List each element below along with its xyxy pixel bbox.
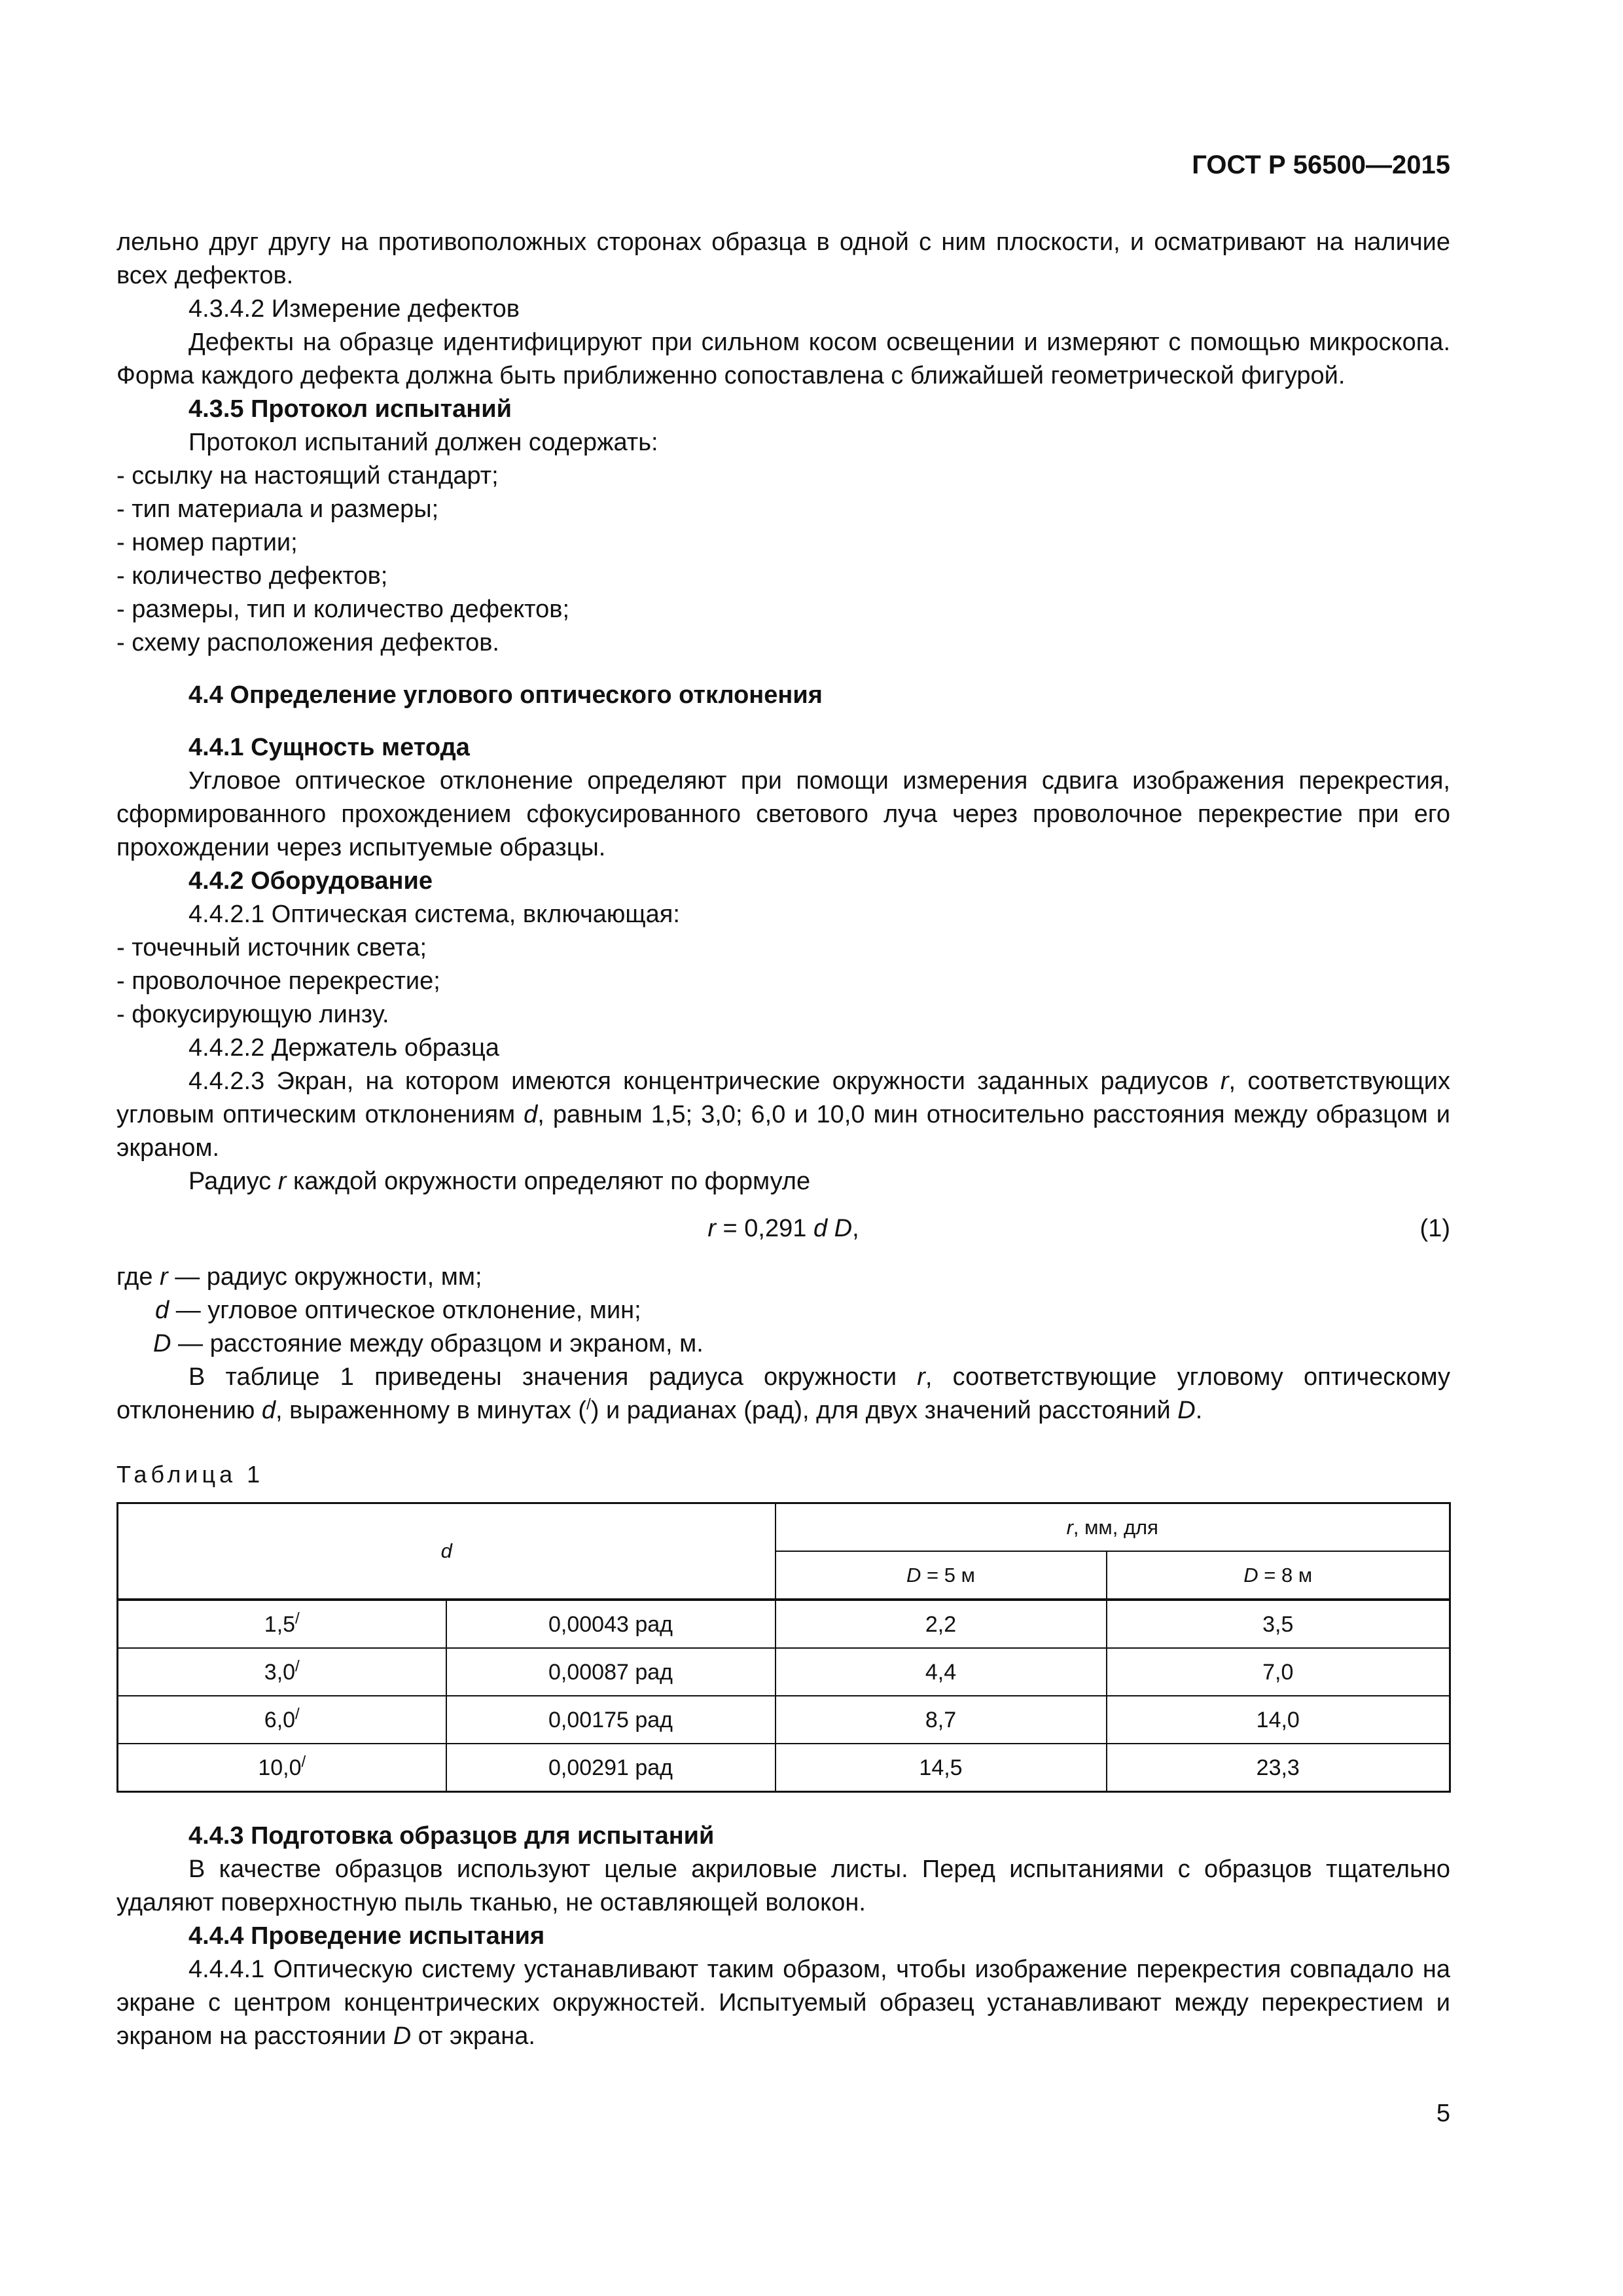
cell-r-5m: 2,2 <box>776 1600 1107 1648</box>
table-header-row <box>118 1503 1450 1552</box>
section-4-4-1-text: Угловое оптическое отклонение определяют при помощи измерения сдвига изображения перекрестия, сформированного прохождением сфокусированного светового луча через проволочное перекрестие при его прохождении через испытуемые образцы. <box>116 767 1450 861</box>
section-4-4-3-text: В качестве образцов используют целые акриловые листы. Перед испытаниями с образцов тщательно удаляют поверхностную пыль тканью, не оставляющей волокон. <box>116 1856 1450 1916</box>
document-body <box>116 226 1450 2053</box>
subsection-4-4-2-2: 4.4.2.2 Держатель образца <box>188 1034 499 1062</box>
header-d: d <box>118 1503 776 1600</box>
subsection-4-4-2-1: 4.4.2.1 Оптическая система, включающая: <box>188 901 680 928</box>
cell-r-8m: 3,5 <box>1107 1600 1450 1648</box>
legend-row: d — угловое оптическое отклонение, мин; <box>155 1297 641 1324</box>
subsection-4-4-4-1: 4.4.4.1 Оптическую систему устанавливают таким образом, чтобы изображение перекрестия совпадало на экране с центром концентрических окружностей. Испытуемый образец устанавливают между перекрестием и экраном на расстоянии D от экрана. <box>116 1956 1450 2050</box>
header-d-5m: D = 5 м <box>776 1551 1107 1600</box>
list-item: - ссылку на настоящий стандарт; <box>116 462 499 490</box>
continued-paragraph: лельно друг другу на противоположных сторонах образца в одной с ним плоскости, и осматривают на наличие всех дефектов. <box>116 228 1450 289</box>
protocol-intro: Протокол испытаний должен содержать: <box>188 429 658 456</box>
subsection-4-3-4-2-text: Дефекты на образце идентифицируют при сильном косом освещении и измеряют с помощью микроскопа. Форма каждого дефекта должна быть приближенно сопоставлена с ближайшей геометрической фигурой. <box>116 329 1450 389</box>
table-row <box>118 1744 1450 1792</box>
section-4-4-3-title: 4.4.3 Подготовка образцов для испытаний <box>188 1822 715 1850</box>
list-item: - номер партии; <box>116 529 298 556</box>
table-intro: В таблице 1 приведены значения радиуса окружности r, соответствующие угловому оптическому отклонению d, выраженному в минутах (/) и радианах (рад), для двух значений расстояний D. <box>116 1363 1450 1424</box>
list-item: - проволочное перекрестие; <box>116 967 440 995</box>
cell-r-8m: 23,3 <box>1107 1744 1450 1792</box>
section-4-3-5-title: 4.3.5 Протокол испытаний <box>188 395 512 423</box>
section-4-4-title: 4.4 Определение углового оптического отклонения <box>188 681 823 709</box>
list-item: - тип материала и размеры; <box>116 495 439 523</box>
cell-minutes: 3,0/ <box>118 1648 446 1696</box>
page-number: 5 <box>1436 2100 1450 2127</box>
cell-r-5m: 8,7 <box>776 1696 1107 1744</box>
legend-row: D — расстояние между образцом и экраном, м. <box>153 1330 704 1357</box>
cell-minutes: 1,5/ <box>118 1600 446 1648</box>
cell-radians: 0,00175 рад <box>446 1696 776 1744</box>
list-item: - фокусирующую линзу. <box>116 1001 389 1028</box>
section-4-4-4-title: 4.4.4 Проведение испытания <box>188 1922 545 1950</box>
formula-legend <box>116 1261 1450 1361</box>
cell-radians: 0,00291 рад <box>446 1744 776 1792</box>
subsection-4-4-2-3: 4.4.2.3 Экран, на котором имеются концентрические окружности заданных радиусов r, соответствующих угловым оптическим отклонениям d, равным 1,5; 3,0; 6,0 и 10,0 мин относительно расстояния между образцом и экраном. <box>116 1067 1450 1162</box>
header-d-8m: D = 8 м <box>1107 1551 1450 1600</box>
cell-r-5m: 14,5 <box>776 1744 1107 1792</box>
list-item: - количество дефектов; <box>116 562 388 590</box>
cell-radians: 0,00043 рад <box>446 1600 776 1648</box>
table-row <box>118 1696 1450 1744</box>
protocol-list <box>116 459 1450 660</box>
cell-r-8m: 14,0 <box>1107 1696 1450 1744</box>
section-4-4-1-title: 4.4.1 Сущность метода <box>188 734 470 761</box>
formula-expression: r = 0,291 d D, <box>707 1215 859 1242</box>
subsection-4-3-4-2-title: 4.3.4.2 Измерение дефектов <box>188 295 520 323</box>
cell-radians: 0,00087 рад <box>446 1648 776 1696</box>
table-1 <box>116 1502 1451 1793</box>
formula-intro: Радиус r каждой окружности определяют по формуле <box>188 1168 811 1195</box>
document-header: ГОСТ Р 56500—2015 <box>1192 151 1450 179</box>
header-r: r, мм, для <box>776 1503 1450 1552</box>
table-row <box>118 1648 1450 1696</box>
cell-minutes: 10,0/ <box>118 1744 446 1792</box>
cell-r-8m: 7,0 <box>1107 1648 1450 1696</box>
equation-number: (1) <box>1419 1215 1450 1242</box>
table-caption: Таблица 1 <box>116 1461 264 1488</box>
cell-r-5m: 4,4 <box>776 1648 1107 1696</box>
section-4-4-2-title: 4.4.2 Оборудование <box>188 867 433 895</box>
table-row <box>118 1600 1450 1648</box>
legend-row: где r — радиус окружности, мм; <box>116 1263 482 1291</box>
list-item: - точечный источник света; <box>116 934 427 961</box>
formula-1 <box>116 1212 1450 1246</box>
equipment-list <box>116 931 1450 1031</box>
list-item: - размеры, тип и количество дефектов; <box>116 596 569 623</box>
cell-minutes: 6,0/ <box>118 1696 446 1744</box>
list-item: - схему расположения дефектов. <box>116 629 499 656</box>
